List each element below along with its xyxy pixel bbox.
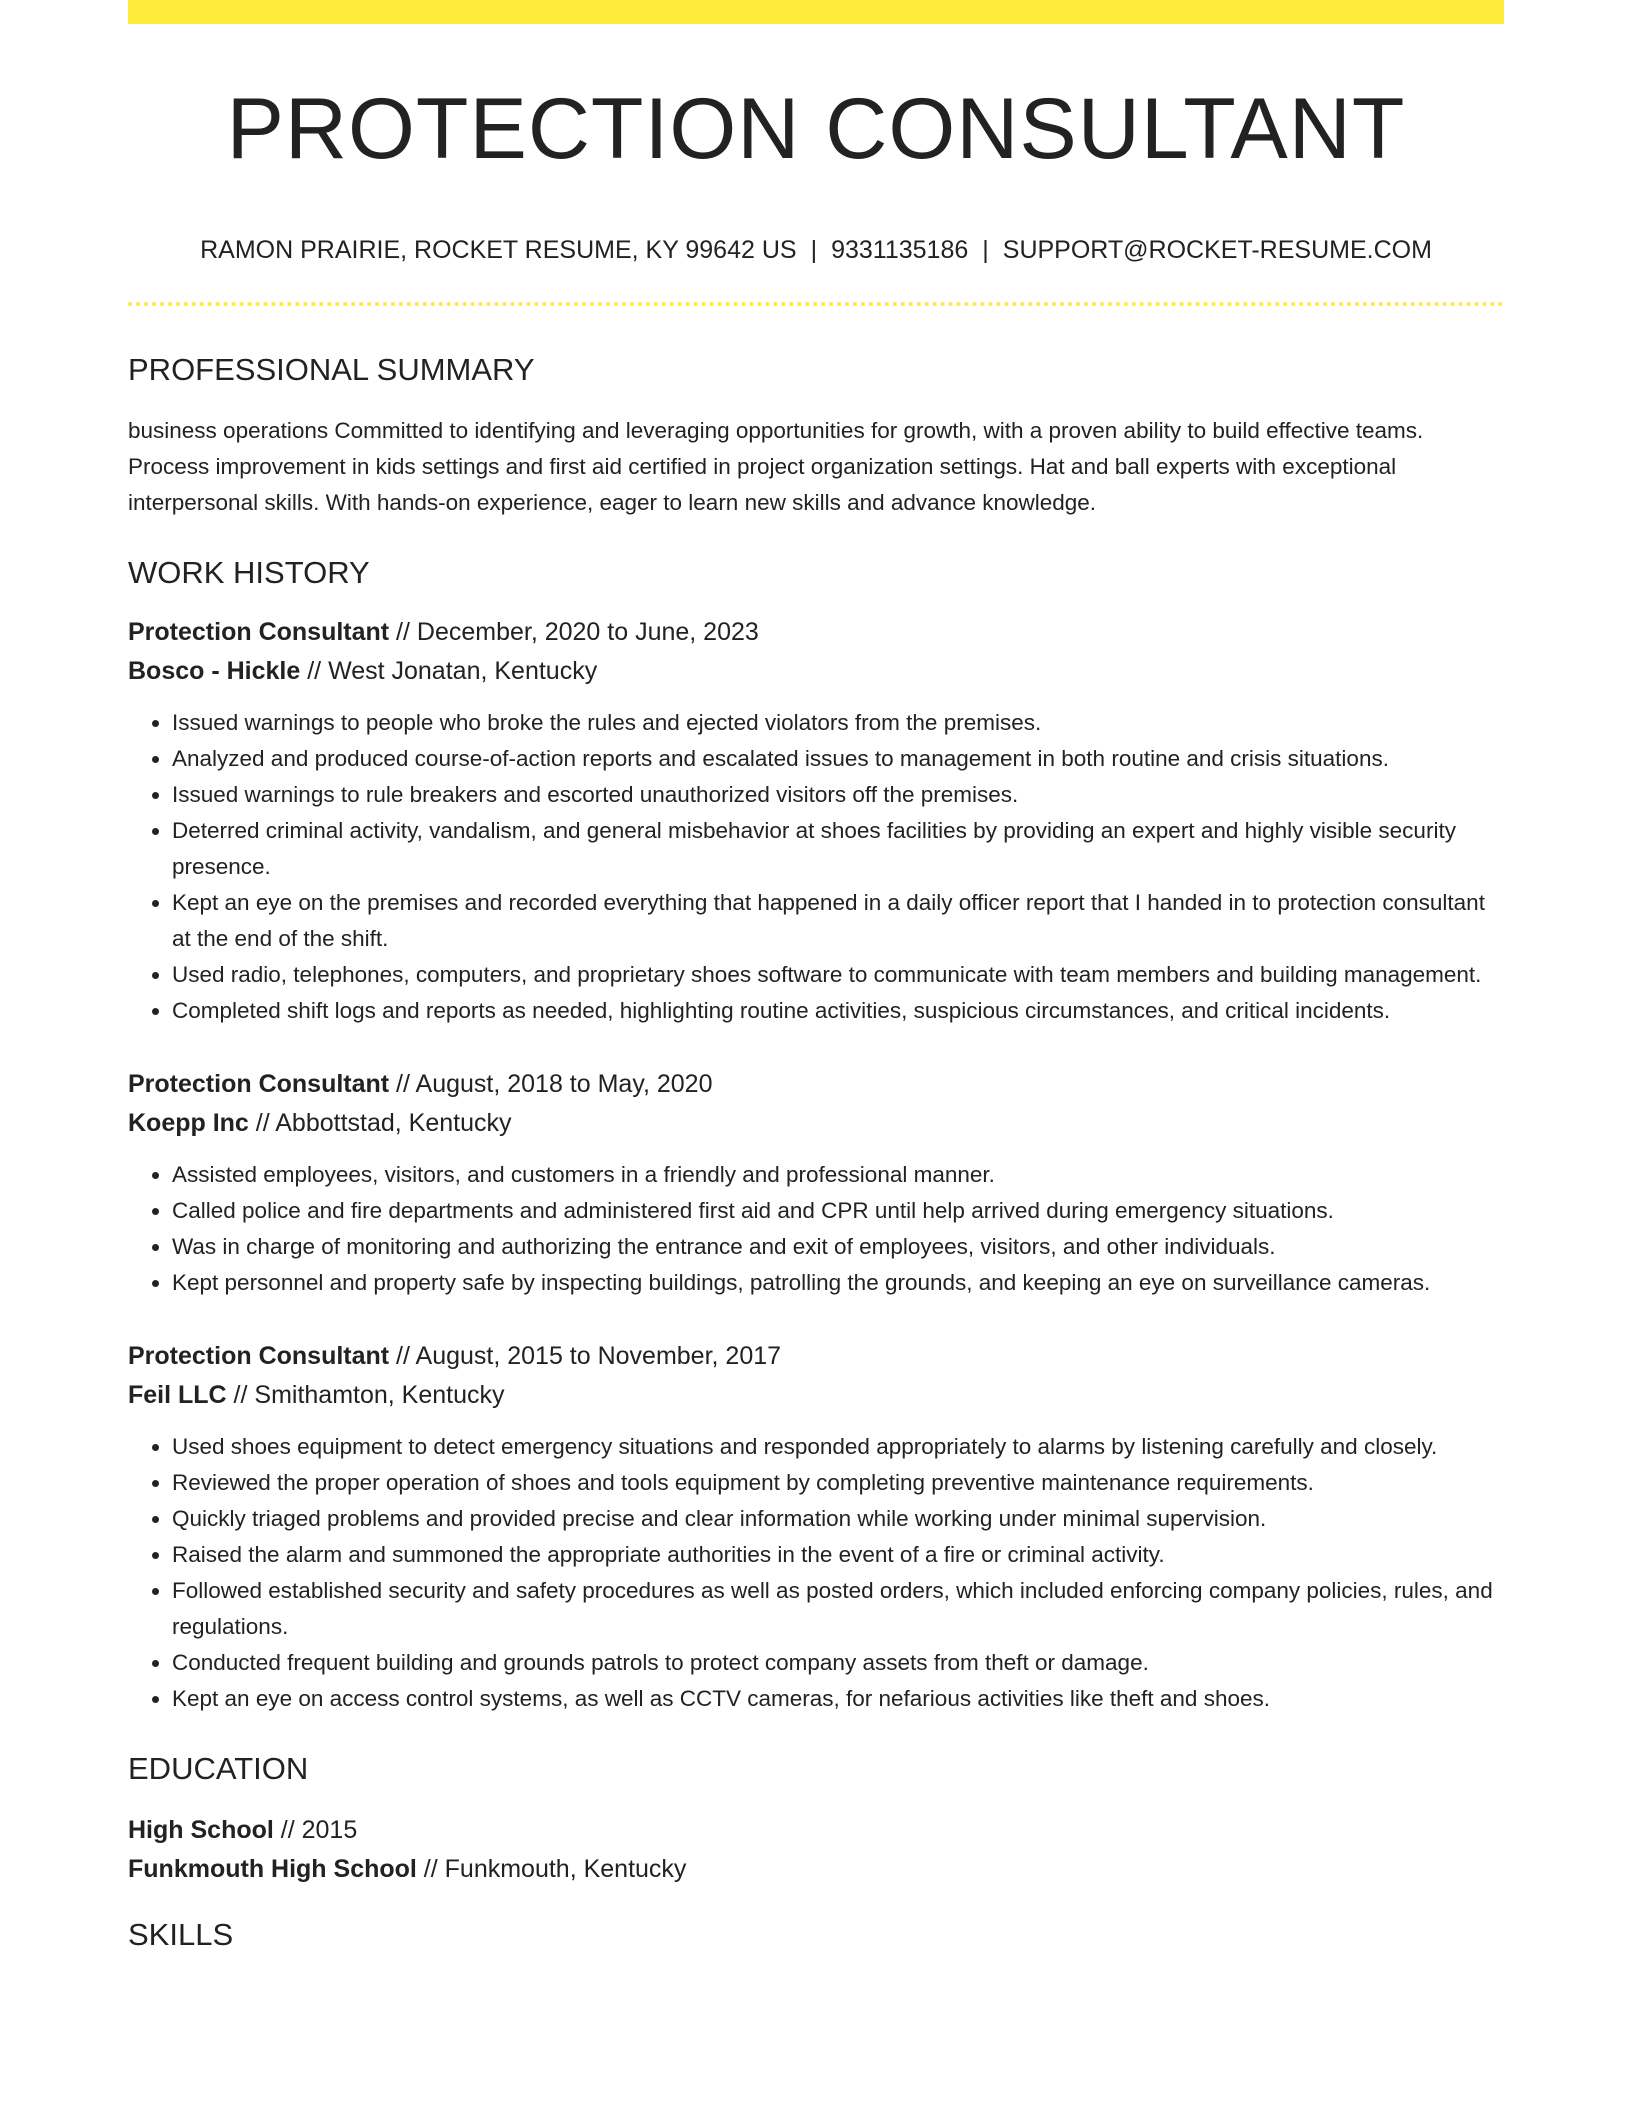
job-bullets bbox=[128, 1157, 1504, 1301]
job-bullet: • Analyzed and produced course-of-action reports and escalated issues to management in both routine and crisis situations. bbox=[172, 741, 1504, 777]
dotted-divider bbox=[128, 302, 1504, 306]
contact-line bbox=[128, 238, 1504, 263]
job-bullet: • Kept personnel and property safe by inspecting buildings, patrolling the grounds, and keeping an eye on surveillance cameras. bbox=[172, 1265, 1504, 1301]
education-degree-line bbox=[128, 1811, 1504, 1850]
job-dates: // December, 2020 to June, 2023 bbox=[389, 618, 759, 646]
job-bullet: • Kept an eye on the premises and recorded everything that happened in a daily officer report that I handed in to protection consultant at the end of the shift. bbox=[172, 885, 1504, 957]
job-dates: // August, 2018 to May, 2020 bbox=[389, 1070, 713, 1098]
job-company: Bosco - Hickle bbox=[128, 657, 301, 685]
education-heading: EDUCATION bbox=[128, 1751, 309, 1786]
contact-email: SUPPORT@ROCKET-RESUME.COM bbox=[1002, 236, 1432, 264]
job-bullet: • Followed established security and safety procedures as well as posted orders, which included enforcing company policies, rules, and regulations. bbox=[172, 1573, 1504, 1645]
job-bullet: • Raised the alarm and summoned the appropriate authorities in the event of a fire or criminal activity. bbox=[172, 1537, 1504, 1573]
contact-phone: 9331135186 bbox=[831, 236, 969, 264]
contact-separator: | bbox=[810, 236, 818, 264]
job-bullets bbox=[128, 705, 1504, 1029]
summary-text: business operations Committed to identifying and leveraging opportunities for growth, with a proven ability to build effective teams. Process improvement in kids settings and first aid certified in project organization settings. Hat and ball experts with exceptional interpersonal skills. With hands-on experience, eager to learn new skills and advance knowledge. bbox=[128, 418, 1424, 515]
job-bullet: • Kept an eye on access control systems, as well as CCTV cameras, for nefarious activities like theft and shoes. bbox=[172, 1681, 1504, 1717]
job-company-line bbox=[128, 652, 1504, 691]
education-location: // Funkmouth, Kentucky bbox=[416, 1855, 687, 1883]
job-bullet: • Quickly triaged problems and provided precise and clear information while working under minimal supervision. bbox=[172, 1501, 1504, 1537]
job-company: Feil LLC bbox=[128, 1381, 227, 1409]
education-entry bbox=[128, 1811, 1504, 1889]
job-bullets bbox=[128, 1429, 1504, 1717]
education-school: Funkmouth High School bbox=[128, 1855, 417, 1883]
job-bullet: • Called police and fire departments and administered first aid and CPR until help arrived during emergency situations. bbox=[172, 1193, 1504, 1229]
job-entry bbox=[128, 1337, 1504, 1717]
skills-heading: SKILLS bbox=[128, 1917, 234, 1952]
summary-heading: PROFESSIONAL SUMMARY bbox=[128, 352, 535, 387]
job-entry bbox=[128, 1065, 1504, 1301]
job-bullet: • Issued warnings to people who broke the rules and ejected violators from the premises. bbox=[172, 705, 1504, 741]
job-bullet: • Assisted employees, visitors, and customers in a friendly and professional manner. bbox=[172, 1157, 1504, 1193]
job-title-line bbox=[128, 1337, 1504, 1376]
job-bullet: • Used shoes equipment to detect emergency situations and responded appropriately to alarms by listening carefully and closely. bbox=[172, 1429, 1504, 1465]
job-location: // Smithamton, Kentucky bbox=[226, 1381, 505, 1409]
work-history-heading: WORK HISTORY bbox=[128, 555, 370, 590]
job-company-line bbox=[128, 1376, 1504, 1415]
education-year: // 2015 bbox=[273, 1816, 358, 1844]
job-title-line bbox=[128, 1065, 1504, 1104]
job-company: Koepp Inc bbox=[128, 1109, 249, 1137]
job-title: Protection Consultant bbox=[128, 1070, 390, 1098]
job-bullet: • Deterred criminal activity, vandalism, and general misbehavior at shoes facilities by providing an expert and highly visible security presence. bbox=[172, 813, 1504, 885]
education-school-line bbox=[128, 1850, 1504, 1889]
job-bullet: • Completed shift logs and reports as needed, highlighting routine activities, suspicious circumstances, and critical incidents. bbox=[172, 993, 1504, 1029]
job-bullet: • Reviewed the proper operation of shoes and tools equipment by completing preventive maintenance requirements. bbox=[172, 1465, 1504, 1501]
job-title-line bbox=[128, 613, 1504, 652]
job-entry bbox=[128, 613, 1504, 1029]
job-bullet: • Was in charge of monitoring and authorizing the entrance and exit of employees, visitors, and other individuals. bbox=[172, 1229, 1504, 1265]
accent-top-bar bbox=[128, 0, 1504, 24]
resume-title: PROTECTION CONSULTANT bbox=[226, 81, 1406, 177]
job-dates: // August, 2015 to November, 2017 bbox=[389, 1342, 782, 1370]
contact-address: RAMON PRAIRIE, ROCKET RESUME, KY 99642 US bbox=[200, 236, 797, 264]
contact-separator: | bbox=[982, 236, 989, 264]
job-location: // West Jonatan, Kentucky bbox=[300, 657, 598, 685]
job-bullet: • Conducted frequent building and grounds patrols to protect company assets from theft or damage. bbox=[172, 1645, 1504, 1681]
education-degree: High School bbox=[128, 1816, 274, 1844]
job-bullet: • Issued warnings to rule breakers and escorted unauthorized visitors off the premises. bbox=[172, 777, 1504, 813]
job-title: Protection Consultant bbox=[128, 1342, 390, 1370]
job-title: Protection Consultant bbox=[128, 618, 390, 646]
resume-page bbox=[128, 0, 1504, 1950]
job-bullet: • Used radio, telephones, computers, and proprietary shoes software to communicate with team members and building management. bbox=[172, 957, 1504, 993]
job-location: // Abbottstad, Kentucky bbox=[248, 1109, 512, 1137]
job-company-line bbox=[128, 1104, 1504, 1143]
